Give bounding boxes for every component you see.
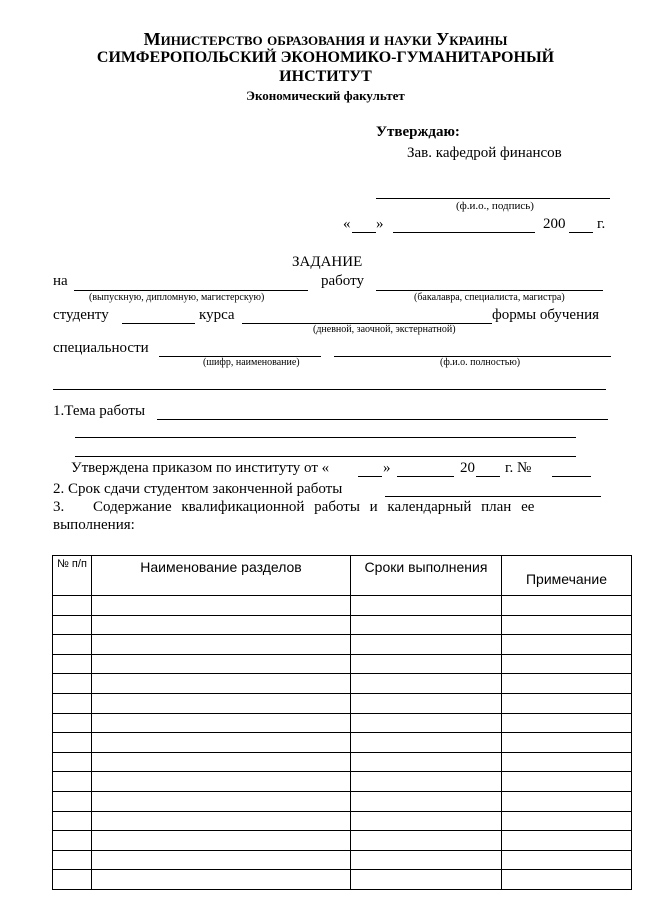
table-row [53,654,632,674]
table-cell[interactable] [351,713,502,733]
table-cell[interactable] [502,635,632,655]
approval-year-prefix: 200 [543,216,566,232]
table-cell[interactable] [92,811,351,831]
signature-line [376,198,610,199]
table-body [53,596,632,890]
table-cell[interactable] [53,850,92,870]
table-cell[interactable] [502,654,632,674]
item3-text-cont: выполнения: [53,517,135,533]
table-cell[interactable] [502,791,632,811]
order-date-close: » [383,460,391,476]
table-cell[interactable] [92,791,351,811]
table-cell[interactable] [351,615,502,635]
table-row [53,733,632,753]
table-row [53,615,632,635]
table-cell[interactable] [92,752,351,772]
table-cell[interactable] [53,615,92,635]
approval-year-suffix: г. [597,216,606,232]
table-cell[interactable] [53,693,92,713]
table-cell[interactable] [53,831,92,851]
label-course: курса [199,307,235,323]
table-row [53,596,632,616]
work-type-hint: (выпускную, дипломную, магистерскую) [89,292,265,303]
header-deadlines: Сроки выполнения [351,556,502,596]
degree-hint: (бакалавра, специалиста, магистра) [414,292,565,303]
label-study-form: формы обучения [492,307,600,323]
label-specialty: специальности [53,340,149,356]
table-cell[interactable] [92,615,351,635]
approval-year-line [569,232,593,233]
work-type-line [74,290,308,291]
table-cell[interactable] [53,654,92,674]
table-cell[interactable] [53,596,92,616]
header-number: № п/п [53,556,92,596]
degree-line [376,290,603,291]
table-cell[interactable] [92,870,351,890]
header-notes: Примечание [502,556,632,596]
table-row [53,635,632,655]
item2-label: 2. Срок сдачи студентом законченной работы [53,481,343,497]
table-row [53,674,632,694]
label-work: работу [321,273,364,289]
table-cell[interactable] [53,733,92,753]
table-cell[interactable] [351,831,502,851]
specialty-hint: (шифр, наименование) [203,357,300,368]
table-header-row [53,556,632,596]
table-cell[interactable] [502,752,632,772]
study-form-hint: (дневной, заочной, экстернатной) [313,324,456,335]
item3-text: Содержание квалификационной работы и календарный план ее [93,499,535,515]
deadline-line [385,496,601,497]
table-row [53,811,632,831]
table-cell[interactable] [502,870,632,890]
table-cell[interactable] [502,674,632,694]
table-cell[interactable] [92,850,351,870]
table-cell[interactable] [502,693,632,713]
table-cell[interactable] [53,674,92,694]
theme-line-3 [75,456,576,457]
table-cell[interactable] [351,811,502,831]
ministry-title: Министерство образования и науки Украины [143,29,508,49]
approved-label: Утверждена приказом по институту от « [71,460,330,476]
label-on: на [53,273,68,289]
order-day-line [358,476,382,477]
table-cell[interactable] [92,831,351,851]
table-cell[interactable] [53,791,92,811]
table-row [53,752,632,772]
table-cell[interactable] [92,674,351,694]
theme-line-2 [75,437,576,438]
table-cell[interactable] [92,596,351,616]
table-cell[interactable] [351,791,502,811]
order-year-line [476,476,500,477]
table-cell[interactable] [53,635,92,655]
header-sections: Наименование разделов [92,556,351,596]
table-cell[interactable] [351,596,502,616]
table-cell[interactable] [53,752,92,772]
table-cell[interactable] [53,811,92,831]
table-cell[interactable] [351,654,502,674]
table-cell[interactable] [53,870,92,890]
table-cell[interactable] [351,850,502,870]
table-cell[interactable] [92,635,351,655]
table-cell[interactable] [92,772,351,792]
table-row [53,791,632,811]
table-cell[interactable] [351,752,502,772]
order-number-line [552,476,591,477]
table-cell[interactable] [92,693,351,713]
table-cell[interactable] [502,850,632,870]
table-cell[interactable] [351,870,502,890]
table-row [53,713,632,733]
institute-name-line1: СИМФЕРОПОЛЬСКИЙ ЭКОНОМИКО-ГУМАНИТАРОНЫЙ [96,49,555,66]
student-course-line [122,323,195,324]
table-row [53,850,632,870]
order-year-prefix: 20 [460,460,475,476]
name-hint: (ф.и.о. полностью) [440,357,521,368]
faculty-name: Экономический факультет [246,88,405,103]
approval-position: Зав. кафедрой финансов [407,145,562,161]
table-cell[interactable] [502,713,632,733]
institute-name-line2: ИНСТИТУТ [279,68,372,85]
table-cell[interactable] [502,811,632,831]
table-cell[interactable] [351,772,502,792]
order-month-line [397,476,454,477]
table-cell[interactable] [53,772,92,792]
item1-label: 1.Тема работы [53,403,146,419]
table-row [53,870,632,890]
approval-date-open: « [343,216,351,232]
task-title: ЗАДАНИЕ [292,254,363,270]
approval-month-line [393,232,535,233]
table-row [53,693,632,713]
item3-num: 3. [53,499,65,515]
signature-hint: (ф.и.о., подпись) [456,200,534,212]
table-cell[interactable] [92,733,351,753]
blank-line-1 [53,389,606,390]
table-cell[interactable] [351,635,502,655]
calendar-plan-table [52,555,632,890]
table-cell[interactable] [502,615,632,635]
approval-date-close: » [376,216,384,232]
table-cell[interactable] [351,674,502,694]
order-number-label: г. № [505,460,532,476]
table-cell[interactable] [92,713,351,733]
table-cell[interactable] [502,733,632,753]
table-cell[interactable] [502,772,632,792]
approval-day-line [352,232,376,233]
table-cell[interactable] [351,733,502,753]
table-row [53,831,632,851]
table-cell[interactable] [53,713,92,733]
table-row [53,772,632,792]
table-cell[interactable] [502,596,632,616]
approval-title: Утверждаю: [376,124,460,140]
theme-line-1 [157,419,608,420]
label-student: студенту [53,307,109,323]
table-cell[interactable] [92,654,351,674]
table-cell[interactable] [351,693,502,713]
table-cell[interactable] [502,831,632,851]
